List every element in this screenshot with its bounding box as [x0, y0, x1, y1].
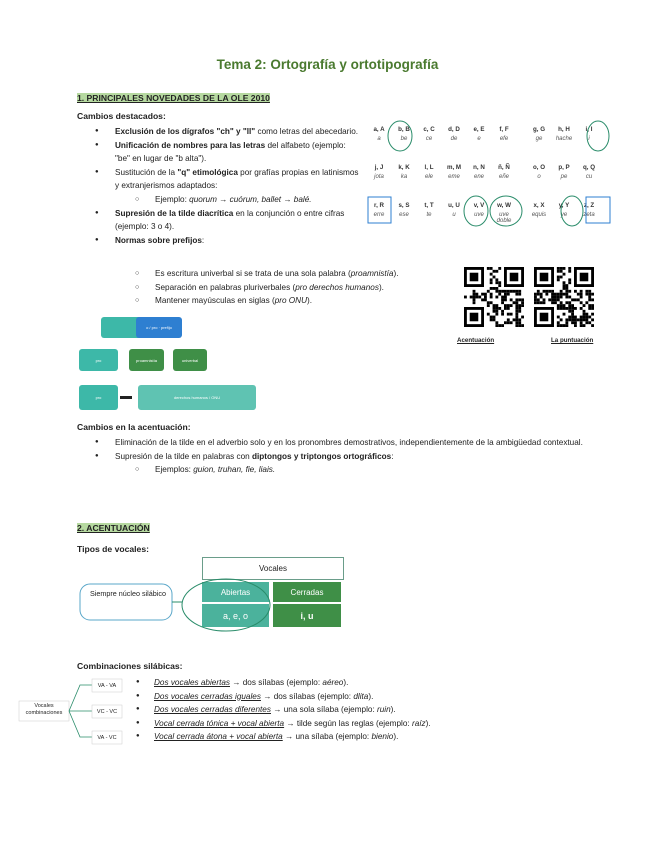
alphabet-letter-glyph: g, G: [532, 126, 546, 133]
tree-branches: [69, 685, 92, 737]
combinations-list: [100, 676, 580, 744]
alphabet-letter-name: ele: [424, 174, 433, 180]
prefix-sublist: [77, 267, 477, 308]
alphabet-letter-glyph: y, Y: [558, 202, 570, 209]
alphabet-letter-glyph: b, B: [398, 126, 410, 133]
highlight-v-circle: [464, 196, 488, 226]
list-item: ● Supresión de la tilde en palabras con diptongos y triptongos ortográficos:: [77, 450, 587, 464]
abiertas-box: Abiertas: [202, 582, 269, 602]
qr-code-acentuacion-icon[interactable]: [464, 267, 524, 327]
alphabet-letter-glyph: r, R: [374, 202, 384, 209]
alphabet-letter-glyph: x, X: [533, 202, 545, 209]
alphabet-letter-name: zeta: [583, 212, 595, 218]
alphabet-letter-name: hache: [555, 136, 573, 142]
alphabet-letter-glyph: j, J: [374, 164, 384, 171]
page-title: Tema 2: Ortografía y ortotipografía: [216, 57, 439, 72]
alphabet-letter-name: erre: [373, 212, 385, 218]
alphabet-letter-glyph: v, V: [473, 202, 485, 209]
list-item: ○ Mantener mayúsculas en siglas (pro ONU).: [77, 294, 477, 308]
alphabet-letter-name: de: [450, 136, 458, 142]
highlight-z-box: [586, 197, 610, 223]
alphabet-letter-name: uve: [474, 212, 484, 218]
alphabet-letter-name: te: [426, 212, 432, 218]
section-1-heading: 1. PRINCIPALES NOVEDADES DE LA OLE 2010: [77, 93, 270, 103]
list-item: ● Sustitución de la "q" etimológica por grafías propias en latinismos y extranjerismos adaptados:: [77, 166, 361, 193]
alphabet-letter-glyph: m, M: [446, 164, 462, 171]
prefix-box-example: proamnistía: [129, 349, 164, 371]
combinations-heading: Combinaciones silábicas:: [77, 661, 183, 671]
prefix-box-pro-2: pro: [79, 385, 118, 410]
abiertas-circle: [182, 579, 270, 631]
alphabet-letter-name: ese: [399, 212, 409, 218]
alphabet-letter-glyph: n, N: [473, 164, 485, 171]
alphabet-letter-glyph: h, H: [558, 126, 570, 133]
alphabet-letter-glyph: t, T: [424, 202, 434, 209]
alphabet-letter-glyph: e, E: [473, 126, 485, 133]
alphabet-letter-name: jota: [374, 174, 384, 180]
alphabet-letter-glyph: o, O: [532, 164, 546, 171]
highlight-i-circle: [587, 121, 609, 151]
alphabet-letter-glyph: q, Q: [582, 164, 596, 171]
alphabet-letter-glyph: d, D: [448, 126, 460, 133]
prefix-box-blue: o / pro · prefijo: [136, 317, 182, 338]
alphabet-letter-glyph: u, U: [448, 202, 460, 209]
highlight-y-circle: [561, 196, 583, 226]
highlights-subheading: Cambios destacados:: [77, 111, 166, 121]
highlight-w-circle: [490, 196, 522, 226]
alphabet-letter-name: eme: [448, 174, 460, 180]
cerradas-box: Cerradas: [273, 582, 341, 602]
highlight-r-box: [368, 197, 391, 223]
list-item: ● Vocal cerrada tónica + vocal abierta → tilde según las reglas (ejemplo: raíz).: [100, 717, 580, 731]
alphabet-letter-name: be: [400, 136, 408, 142]
nucleo-label: Siempre núcleo silábico: [90, 589, 166, 598]
qr-label-acentuacion[interactable]: Acentuación: [457, 337, 495, 344]
section-2-heading: 2. ACENTUACIÓN: [77, 523, 150, 533]
alphabet-letter-glyph: a, A: [373, 126, 385, 133]
alphabet-letter-glyph: l, L: [424, 164, 434, 171]
alphabet-letter-name: o: [537, 174, 541, 180]
alphabet-letter-name: ce: [425, 136, 433, 142]
prefix-box-pluriverbal: derechos humanos / ONU: [138, 385, 256, 410]
alphabet-letter-name: ka: [400, 174, 408, 180]
abiertas-values: a, e, o: [202, 604, 269, 627]
alphabet-letter-name: ye: [560, 212, 568, 218]
alphabet-letter-name: equis: [531, 212, 547, 218]
list-item: ● Supresión de la tilde diacrítica en la conjunción o entre cifras (ejemplo: 3 o 4).: [77, 207, 361, 234]
alphabet-letter-name: eñe: [498, 174, 509, 180]
highlights-list: [77, 125, 361, 247]
list-item: ○ Ejemplos: guion, truhan, fie, liais.: [77, 463, 587, 477]
list-item: ○ Separación en palabras pluriverbales (pro derechos humanos).: [77, 281, 477, 295]
highlight-b-circle: [388, 121, 412, 151]
alphabet-letter-name: u: [452, 212, 456, 218]
alphabet-letter-glyph: s, S: [398, 202, 410, 209]
alphabet-letter-name: uve doble: [496, 212, 512, 224]
alphabet-letter-glyph: w, W: [497, 202, 511, 209]
list-item: ● Eliminación de la tilde en el adverbio solo y en los pronombres demostrativos, independientemente de la ambigüedad contextual.: [77, 436, 587, 450]
list-item: ● Unificación de nombres para las letras del alfabeto (ejemplo: "be" en lugar de "b alta").: [77, 139, 361, 166]
alphabet-letter-name: pe: [560, 174, 568, 180]
prefix-box-univerbal: univerbal: [173, 349, 207, 371]
list-item: ● Normas sobre prefijos:: [77, 234, 361, 248]
list-item: ● Vocal cerrada átona + vocal abierta → una sílaba (ejemplo: bienio).: [100, 730, 580, 744]
alphabet-highlights: [366, 118, 616, 228]
dash-separator: [120, 396, 132, 399]
list-item: ● Dos vocales cerradas diferentes → una sola sílaba (ejemplo: ruin).: [100, 703, 580, 717]
alphabet-letter-glyph: k, K: [398, 164, 410, 171]
vowel-types-heading: Tipos de vocales:: [77, 544, 149, 554]
qr-code-puntuacion-icon[interactable]: [534, 267, 594, 327]
alphabet-letter-glyph: ñ, Ñ: [498, 164, 510, 171]
tree-node-1: VA - VA: [97, 683, 117, 689]
alphabet-letter-glyph: i, I: [585, 126, 593, 133]
qr-label-puntuacion[interactable]: La puntuación: [551, 337, 594, 344]
alphabet-letter-name: efe: [499, 136, 509, 142]
list-item: ● Dos vocales cerradas iguales → dos sílabas (ejemplo: dlita).: [100, 690, 580, 704]
accent-changes-heading: Cambios en la acentuación:: [77, 422, 191, 432]
nucleo-connector: [78, 576, 278, 636]
alphabet-letter-glyph: f, F: [499, 126, 509, 133]
list-item: ● Dos vocales abiertas → dos sílabas (ejemplo: aéreo).: [100, 676, 580, 690]
alphabet-letter-glyph: c, C: [423, 126, 435, 133]
tree-root-label: Vocales combinaciones: [25, 703, 63, 716]
alphabet-letter-name: ge: [535, 136, 543, 142]
vocales-box: Vocales: [202, 557, 344, 580]
list-item: ○ Ejemplo: quorum → cuórum, ballet → balé.: [77, 193, 361, 207]
alphabet-letter-name: i: [588, 136, 590, 142]
alphabet-letter-name: a: [377, 136, 381, 142]
prefix-box-pro: pro: [79, 349, 118, 371]
cerradas-values: i, u: [273, 604, 341, 627]
alphabet-letter-name: cu: [585, 174, 593, 180]
alphabet-letter-glyph: z, Z: [583, 202, 595, 209]
tree-node-3: VA - VC: [97, 735, 117, 741]
alphabet-letter-glyph: p, P: [558, 164, 570, 171]
alphabet-letter-name: ene: [473, 174, 484, 180]
alphabet-letter-name: e: [477, 136, 481, 142]
accent-changes-list: [77, 436, 587, 477]
list-item: ● Exclusión de los dígrafos "ch" y "ll" como letras del abecedario.: [77, 125, 361, 139]
tree-node-2: VC - VC: [96, 709, 118, 715]
list-item: ○ Es escritura univerbal si se trata de una sola palabra (proamnistía).: [77, 267, 477, 281]
